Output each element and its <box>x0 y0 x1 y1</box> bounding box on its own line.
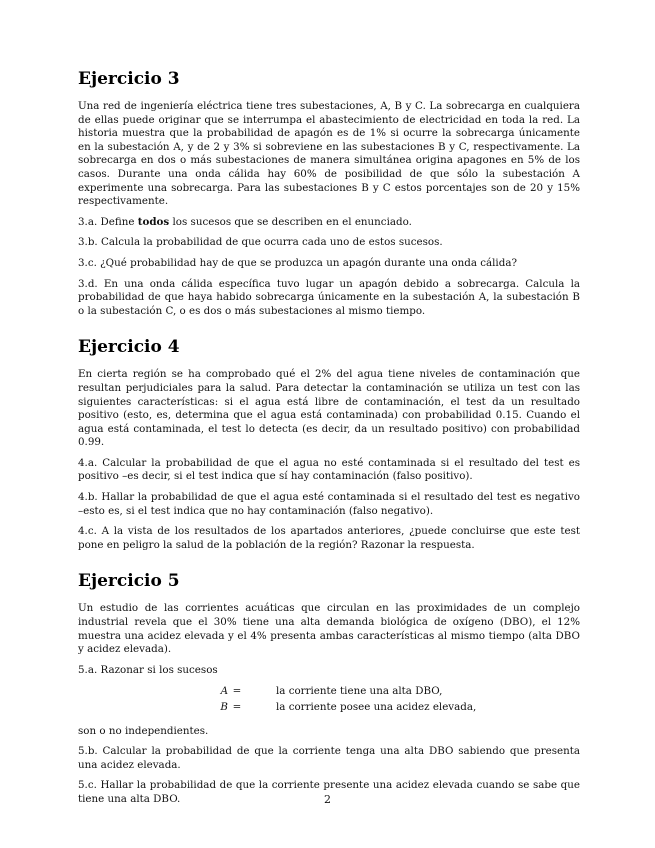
exercise-3a-prefix: 3.a. Define <box>78 215 138 228</box>
event-a-definition: la corriente tiene una alta DBO, <box>276 685 443 698</box>
exercise-3-intro: Una red de ingeniería eléctrica tiene tres subestaciones, A, B y C. La sobrecarga en cualquiera de ellas puede originar que se interrumpa el abastecimiento de electricidad en toda la red. La historia muestra que la probabilidad de apagón es de 1% si ocurre la sobrecarga únicamente en la subestación A, y de 2 y 3% si sobreviene en las subestaciones B y C, respectivamente. La sobrecarga en dos o más subestaciones de manera simultánea origina apagones en 5% de los casos. Durante una onda cálida hay 60% de posibilidad de que sólo la subestación A experimente una sobrecarga. Para las subestaciones B y C estos porcentajes son de 20 y 15% respectivamente. <box>78 100 580 208</box>
page-number: 2 <box>324 793 331 806</box>
exercise-5c: 5.c. Hallar la probabilidad de que la corriente presente una acidez elevada cuando se sabe que tiene una alta DBO. <box>78 779 580 805</box>
exercise-5a: 5.a. Razonar si los sucesos <box>78 663 218 676</box>
exercise-5-title: Ejercicio 5 <box>78 571 180 592</box>
exercise-3a-suffix: los sucesos que se describen en el enunciado. <box>169 215 412 228</box>
exercise-5 <box>78 570 580 806</box>
exercise-5a-tail: son o no independientes. <box>78 724 209 737</box>
event-b-equals: = <box>232 701 242 713</box>
exercise-3d: 3.d. En una onda cálida específica tuvo lugar un apagón debido a sobrecarga. Calcula la probabilidad de que haya habido sobrecarga únicamente en la subestación A, la subestación B o la subestación C, o es dos o más subestaciones al mismo tiempo. <box>78 277 580 317</box>
exercise-4a: 4.a. Calcular la probabilidad de que el agua no esté contaminada si el resultado del test es positivo –es decir, si el test indica que sí hay contaminación (falso positivo). <box>78 456 580 483</box>
exercise-3c: 3.c. ¿Qué probabilidad hay de que se produzca un apagón durante una onda cálida? <box>78 256 517 269</box>
event-b-definition: la corriente posee una acidez elevada, <box>276 701 477 713</box>
event-a-symbol: A <box>220 685 228 698</box>
exercise-4c: 4.c. A la vista de los resultados de los apartados anteriores, ¿puede concluirse que este test pone en peligro la salud de la población de la región? Razonar la respuesta. <box>78 525 580 551</box>
exercise-3b: 3.b. Calcula la probabilidad de que ocurra cada uno de estos sucesos. <box>78 236 443 249</box>
exercise-4-intro: En cierta región se ha comprobado qué el 2% del agua tiene niveles de contaminación que resultan perjudiciales para la salud. Para detectar la contaminación se utiliza un test con las siguientes características: si el agua está libre de contaminación, el test da un resultado positivo (esto, es, determina que el agua está contaminada) con probabilidad 0.15. Cuando el agua está contaminada, el test lo detecta (es decir, da un resultado positivo) con probabilidad 0.99. <box>78 368 580 449</box>
event-definitions <box>78 685 580 714</box>
event-b-symbol: B <box>220 701 228 713</box>
event-a-equals: = <box>232 685 242 698</box>
document-page <box>78 68 580 825</box>
exercise-3 <box>78 68 580 318</box>
exercise-4b: 4.b. Hallar la probabilidad de que el agua esté contaminada si el resultado del test es negativo –esto es, si el test indica que no hay contaminación (falso negativo). <box>78 491 580 517</box>
exercise-4-title: Ejercicio 4 <box>78 337 180 358</box>
exercise-3-title: Ejercicio 3 <box>78 69 180 89</box>
exercise-5-intro: Un estudio de las corrientes acuáticas que circulan en las proximidades de un complejo industrial revela que el 30% tiene una alta demanda biológica de oxígeno (DBO), el 12% muestra una acidez elevada y el 4% presenta ambas características al mismo tiempo (alta DBO y acidez elevada). <box>78 602 580 656</box>
exercise-3a <box>78 216 580 230</box>
exercise-3a-bold: todos <box>137 215 170 228</box>
exercise-5b: 5.b. Calcular la probabilidad de que la corriente tenga una alta DBO sabiendo que presenta una acidez elevada. <box>78 745 580 771</box>
exercise-4 <box>78 336 580 552</box>
